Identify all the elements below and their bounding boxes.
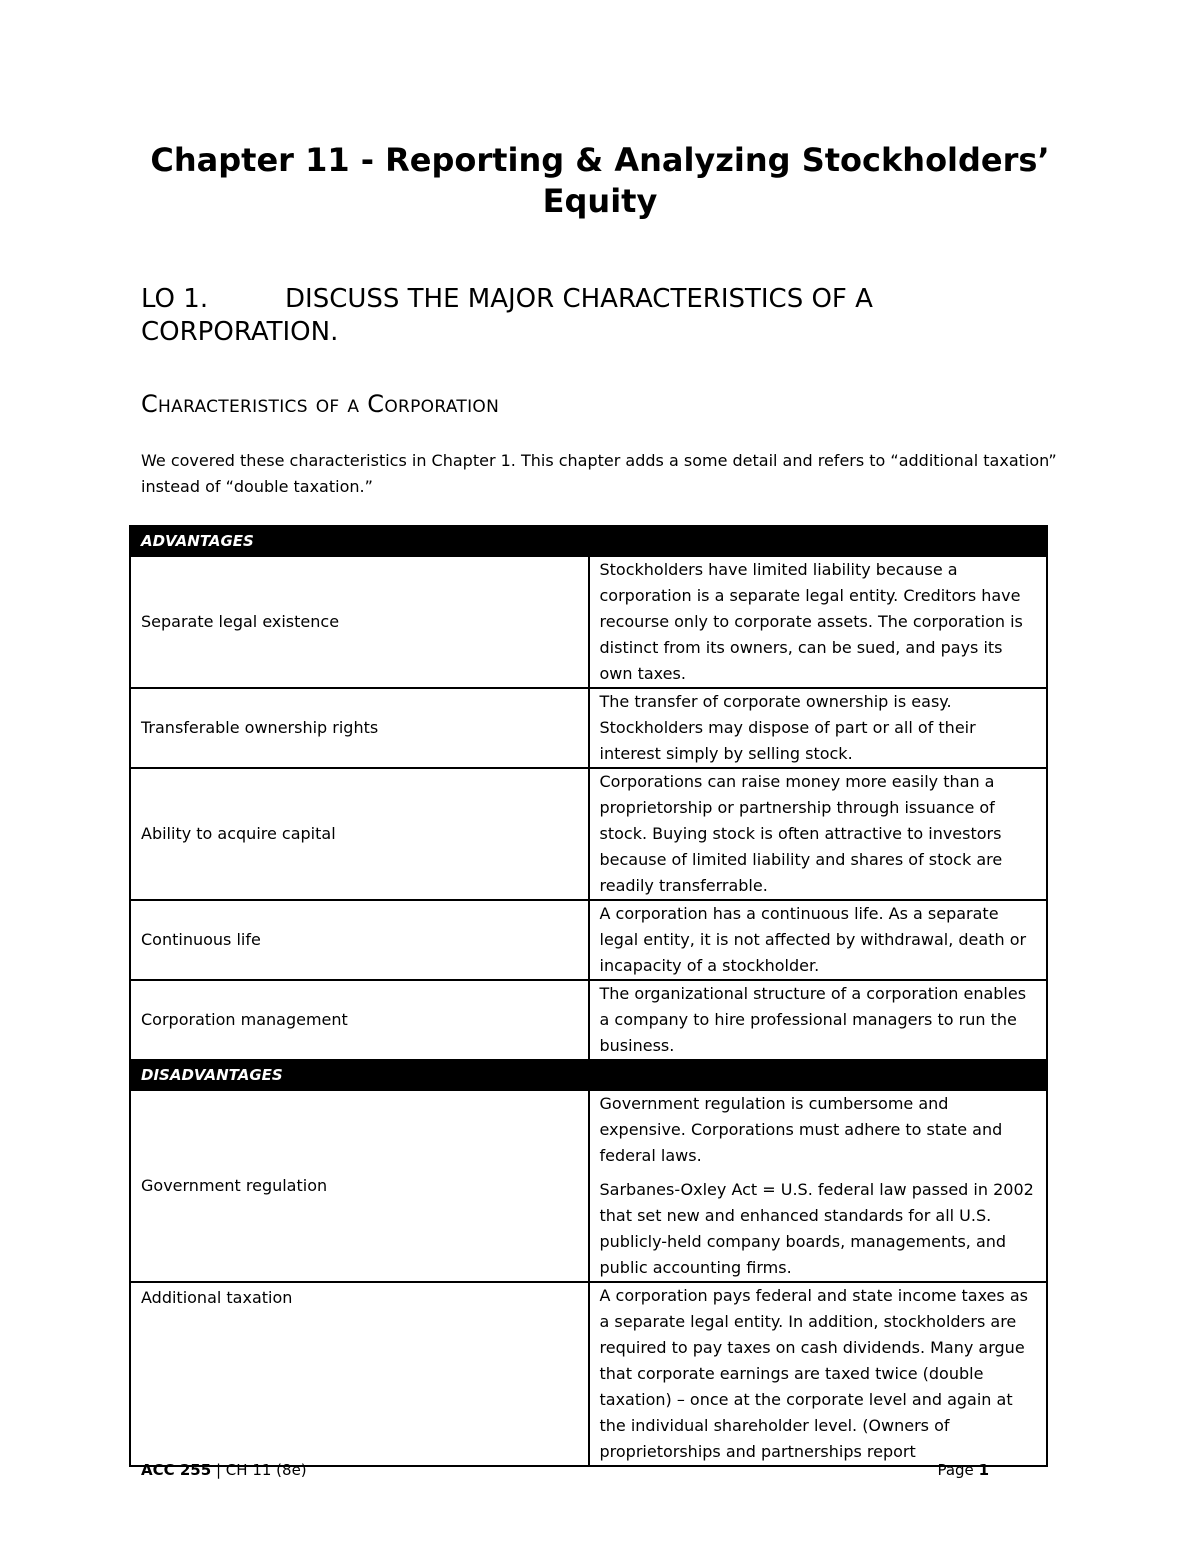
feature-cell: Continuous life bbox=[130, 900, 589, 980]
advantages-label: ADVANTAGES bbox=[130, 526, 1047, 556]
table-row bbox=[130, 768, 1047, 900]
table-row bbox=[130, 688, 1047, 768]
footer-chapter: CH 11 (8e) bbox=[225, 1461, 307, 1479]
feature-cell: Transferable ownership rights bbox=[130, 688, 589, 768]
description-text: A corporation has a continuous life. As a separate legal entity, it is not affected by withdrawal, death or incapacity of a stockholder. bbox=[599, 904, 1027, 975]
table-row bbox=[130, 1282, 1047, 1466]
learning-objective-heading bbox=[141, 283, 1061, 349]
title-line-1: Chapter 11 - Reporting & Analyzing Stockholders’ bbox=[150, 141, 1050, 179]
table-row bbox=[130, 900, 1047, 980]
feature-cell: Additional taxation bbox=[130, 1282, 589, 1466]
feature-cell: Government regulation bbox=[130, 1090, 589, 1282]
footer-page bbox=[937, 1458, 989, 1482]
description-text: Government regulation is cumbersome and expensive. Corporations must adhere to state and federal laws. bbox=[599, 1094, 1003, 1165]
description-cell bbox=[589, 980, 1048, 1060]
disadvantages-header-row bbox=[130, 1060, 1047, 1090]
characteristics-table bbox=[129, 525, 1048, 1467]
feature-cell: Ability to acquire capital bbox=[130, 768, 589, 900]
description-cell bbox=[589, 556, 1048, 688]
footer-page-number: 1 bbox=[978, 1461, 989, 1479]
table-row bbox=[130, 980, 1047, 1060]
learning-objective-text: DISCUSS THE MAJOR CHARACTERISTICS OF A CORPORATION. bbox=[141, 284, 873, 347]
learning-objective-number: LO 1. bbox=[141, 284, 209, 314]
feature-cell: Separate legal existence bbox=[130, 556, 589, 688]
description-cell bbox=[589, 768, 1048, 900]
description-cell bbox=[589, 900, 1048, 980]
description-cell bbox=[589, 688, 1048, 768]
table-row bbox=[130, 1090, 1047, 1282]
page-footer bbox=[141, 1458, 989, 1482]
disadvantages-label: DISADVANTAGES bbox=[130, 1060, 1047, 1090]
description-text: Stockholders have limited liability because a corporation is a separate legal entity. Creditors have recourse only to corporate assets. The corporation is distinct from its owners, can be sued, and pays its own taxes. bbox=[599, 560, 1023, 683]
description-text: The organizational structure of a corporation enables a company to hire professional managers to run the business. bbox=[599, 984, 1027, 1055]
description-cell bbox=[589, 1090, 1048, 1282]
footer-separator: | bbox=[215, 1461, 222, 1479]
description-text: A corporation pays federal and state income taxes as a separate legal entity. In addition, stockholders are required to pay taxes on cash dividends. Many argue that corporate earnings are taxed twice (double taxation) – once at the corporate level and again at the individual shareholder level. (Owners of proprietorships and partnerships report bbox=[599, 1286, 1028, 1461]
advantages-header-row bbox=[130, 526, 1047, 556]
footer-page-label: Page bbox=[937, 1461, 974, 1479]
table-row bbox=[130, 556, 1047, 688]
footer-course: ACC 255 bbox=[141, 1461, 212, 1479]
section-heading: Characteristics of a Corporation bbox=[141, 390, 500, 418]
title-line-2: Equity bbox=[542, 182, 658, 220]
feature-cell: Corporation management bbox=[130, 980, 589, 1060]
description-note: Sarbanes-Oxley Act = U.S. federal law passed in 2002 that set new and enhanced standards for all U.S. publicly-held company boards, managements, and public accounting firms. bbox=[599, 1180, 1034, 1277]
description-text: The transfer of corporate ownership is easy. Stockholders may dispose of part or all of their interest simply by selling stock. bbox=[599, 692, 976, 763]
page-title bbox=[130, 140, 1070, 222]
description-text: Corporations can raise money more easily than a proprietorship or partnership through issuance of stock. Buying stock is often attractive to investors because of limited liability and shares of stock are readily transferrable. bbox=[599, 772, 1003, 895]
description-cell bbox=[589, 1282, 1048, 1466]
footer-course-info bbox=[141, 1458, 307, 1482]
intro-paragraph: We covered these characteristics in Chapter 1. This chapter adds a some detail and refers to “additional taxation” instead of “double taxation.” bbox=[141, 451, 1057, 496]
